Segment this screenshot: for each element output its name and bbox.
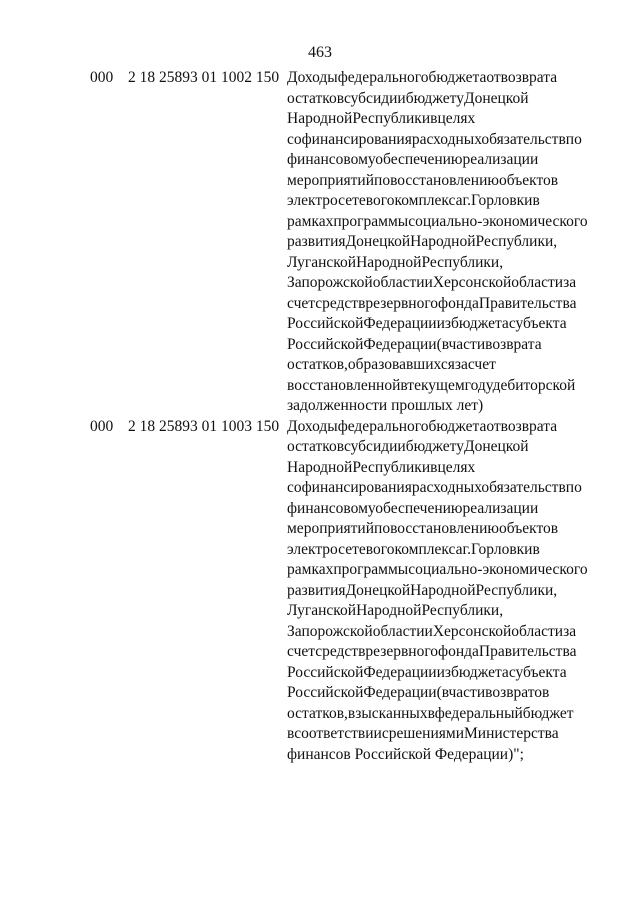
description-word: Горловки: [470, 540, 533, 558]
description-word: Правительства: [478, 643, 577, 660]
description-word: части: [448, 335, 486, 353]
description-word: Республики,: [421, 602, 504, 619]
budget-classification-code: 2 18 25893 01 1003 150: [128, 417, 280, 435]
description-line: [287, 458, 587, 479]
description-line: [287, 601, 587, 622]
description-word: целях: [437, 458, 476, 476]
description-word: Федерации: [363, 335, 437, 353]
description-word: и: [424, 274, 433, 291]
description-line: [287, 212, 587, 233]
description-word: фонда: [438, 643, 479, 660]
description-word: Луганской: [287, 253, 357, 271]
description-word: Горловки: [470, 192, 533, 209]
description-word: мероприятий: [287, 171, 375, 189]
admin-code: 000: [90, 69, 114, 86]
description-line: [287, 232, 587, 253]
description-line: [287, 704, 587, 725]
description-word: рамках: [287, 561, 334, 578]
description-word: социально-экономического: [408, 561, 588, 578]
description-word: остатков,: [287, 356, 348, 373]
description-word: резервного: [365, 643, 439, 660]
description-word: Луганской: [287, 602, 357, 619]
description-word: бюджета: [451, 315, 509, 332]
description-word: из: [436, 663, 452, 681]
description-word: Донецкой: [345, 581, 411, 599]
description-word: расходных: [411, 130, 482, 148]
description-word: софинансирования: [287, 130, 412, 148]
description-word: (в: [436, 684, 449, 701]
description-line: финансов Российской Федерации)";: [287, 745, 524, 763]
description-word: по: [565, 479, 582, 496]
description-word: Федерации: [363, 663, 437, 681]
description-word: области: [511, 274, 564, 291]
description-word: Донецкой: [345, 233, 411, 250]
description-word: возвратов: [485, 684, 550, 701]
description-word: обеспечению: [375, 151, 463, 168]
description-word: возврата: [485, 335, 542, 353]
description-word: развития: [287, 233, 346, 250]
description-word: по: [374, 171, 391, 189]
description-word: средств: [315, 643, 366, 660]
description-line: [287, 294, 587, 315]
description-word: федерального: [337, 69, 429, 86]
description-word: возврата: [500, 69, 558, 86]
description-word: объектов: [498, 171, 559, 189]
description-line: [287, 724, 587, 745]
description-word: возврата: [500, 417, 558, 435]
description-word: софинансирования: [287, 479, 412, 496]
description-word: в: [400, 376, 408, 394]
description-word: соответствии: [294, 725, 382, 742]
description-word: объектов: [498, 520, 559, 537]
description-word: субсидии: [343, 438, 406, 455]
description-word: по: [374, 520, 391, 537]
description-line: [287, 560, 587, 581]
description-line: [287, 130, 587, 151]
description-line: [287, 663, 587, 684]
income-description: [287, 68, 587, 417]
description-word: электросетевого: [287, 540, 395, 558]
table-row-1003: [0, 417, 640, 766]
description-word: Республики: [352, 458, 431, 476]
description-word: в: [427, 704, 435, 722]
description-word: бюджет: [522, 704, 574, 722]
description-word: дебиторской: [492, 376, 576, 394]
description-word: реализации: [462, 499, 539, 517]
description-word: бюджета: [428, 69, 487, 86]
description-line: [287, 499, 587, 520]
description-word: Доходы: [287, 69, 338, 86]
description-line: [287, 376, 587, 397]
description-word: рамках: [287, 212, 334, 230]
description-word: федеральный: [434, 704, 523, 722]
description-word: восстановленной: [287, 376, 401, 394]
description-word: Народной: [287, 458, 353, 476]
description-word: части: [448, 684, 486, 701]
description-word: программы: [333, 212, 409, 230]
description-word: восстановлению: [390, 171, 499, 189]
description-line: [287, 581, 587, 602]
description-word: остатков: [287, 89, 344, 107]
description-word: Народной: [410, 581, 476, 599]
description-word: в: [287, 725, 295, 742]
description-word: Херсонской: [432, 274, 512, 291]
description-word: комплекса: [394, 540, 463, 558]
description-word: по: [565, 130, 582, 148]
description-word: Народной: [287, 110, 353, 127]
description-line: [287, 437, 587, 458]
description-line: [287, 89, 587, 110]
description-word: Республики: [352, 110, 431, 127]
description-word: счет: [467, 356, 496, 373]
table-row-1002: [0, 68, 640, 417]
description-word: Федерации: [363, 315, 437, 332]
description-word: области: [372, 622, 425, 640]
description-word: программы: [333, 561, 409, 578]
description-word: и: [424, 622, 433, 640]
description-line: [287, 540, 587, 561]
description-word: остатков: [287, 438, 344, 455]
description-word: за: [563, 622, 577, 640]
income-description: [287, 417, 587, 766]
description-word: бюджета: [451, 663, 509, 681]
description-word: бюджета: [428, 417, 487, 435]
description-word: обязательств: [481, 130, 566, 148]
description-word: Федерации: [363, 684, 437, 701]
page-number: 463: [308, 44, 332, 61]
description-word: Российской: [287, 663, 364, 681]
description-word: Народной: [356, 253, 422, 271]
description-line: [287, 417, 587, 438]
description-line: [287, 622, 587, 643]
description-word: с: [381, 725, 389, 742]
description-line: [287, 478, 587, 499]
description-word: за: [454, 356, 468, 373]
description-word: Республики,: [421, 253, 504, 271]
description-line: [287, 642, 587, 663]
description-word: взысканных: [347, 704, 428, 722]
description-word: г.: [462, 192, 471, 209]
description-word: области: [511, 622, 564, 640]
description-line: [287, 191, 587, 212]
description-word: Доходы: [287, 417, 338, 435]
description-word: в: [430, 458, 438, 476]
description-word: социально-экономического: [408, 212, 588, 230]
description-line: [287, 314, 587, 335]
description-word: за: [563, 274, 577, 291]
description-word: Российской: [287, 684, 364, 701]
description-line: [287, 171, 587, 192]
description-word: Донецкой: [464, 438, 529, 455]
description-line: [287, 335, 587, 356]
description-word: в: [532, 192, 540, 209]
description-word: субсидии: [343, 89, 406, 107]
description-word: (в: [436, 335, 449, 353]
description-word: субъекта: [508, 663, 567, 681]
description-word: от: [486, 417, 501, 435]
description-word: Запорожской: [287, 274, 373, 291]
description-line: [287, 150, 587, 171]
description-word: г.: [462, 540, 471, 558]
description-word: Донецкой: [464, 89, 529, 107]
description-word: бюджету: [405, 438, 464, 455]
description-line: [287, 355, 587, 376]
description-word: Народной: [410, 233, 476, 250]
description-word: в: [430, 110, 438, 127]
description-word: электросетевого: [287, 192, 395, 209]
budget-classification-code: 2 18 25893 01 1002 150: [128, 69, 280, 86]
description-word: обеспечению: [375, 499, 463, 517]
description-word: комплекса: [394, 192, 463, 209]
description-word: в: [532, 540, 540, 558]
description-word: Народной: [356, 602, 422, 619]
description-word: году: [464, 376, 493, 394]
description-word: Российской: [287, 335, 364, 353]
description-word: финансовому: [287, 499, 376, 517]
description-word: реализации: [462, 151, 539, 168]
description-line: [287, 68, 587, 89]
description-word: обязательств: [481, 479, 566, 496]
description-word: образовавшихся: [347, 356, 455, 373]
description-word: бюджету: [405, 89, 464, 107]
description-word: развития: [287, 581, 346, 599]
description-word: Правительства: [478, 294, 577, 312]
description-word: восстановлению: [390, 520, 499, 537]
description-word: остатков,: [287, 704, 348, 722]
admin-code: 000: [90, 417, 114, 435]
description-line: [287, 519, 587, 540]
description-word: от: [486, 69, 501, 86]
description-line: [287, 683, 587, 704]
description-word: из: [436, 315, 452, 332]
budget-code-table: [0, 68, 640, 765]
description-line: [287, 109, 587, 130]
description-line: [287, 253, 587, 274]
description-word: резервного: [365, 294, 439, 312]
description-word: Республики,: [475, 233, 558, 250]
description-word: средств: [315, 294, 366, 312]
description-word: области: [372, 274, 425, 291]
description-line: [287, 273, 587, 294]
description-word: счет: [287, 643, 316, 660]
description-line: задолженности прошлых лет): [287, 397, 484, 414]
description-word: Республики,: [475, 581, 558, 599]
description-word: Российской: [287, 315, 364, 332]
description-word: решениями: [388, 725, 464, 742]
description-word: целях: [437, 110, 476, 127]
description-word: счет: [287, 294, 316, 312]
description-word: расходных: [411, 479, 482, 496]
description-word: мероприятий: [287, 520, 375, 537]
description-word: финансовому: [287, 151, 376, 168]
description-word: субъекта: [508, 315, 567, 332]
description-word: федерального: [337, 417, 429, 435]
description-word: Запорожской: [287, 622, 373, 640]
description-word: фонда: [438, 294, 479, 312]
description-word: текущем: [407, 376, 465, 394]
description-word: Херсонской: [432, 622, 512, 640]
description-word: Министерства: [464, 725, 559, 742]
